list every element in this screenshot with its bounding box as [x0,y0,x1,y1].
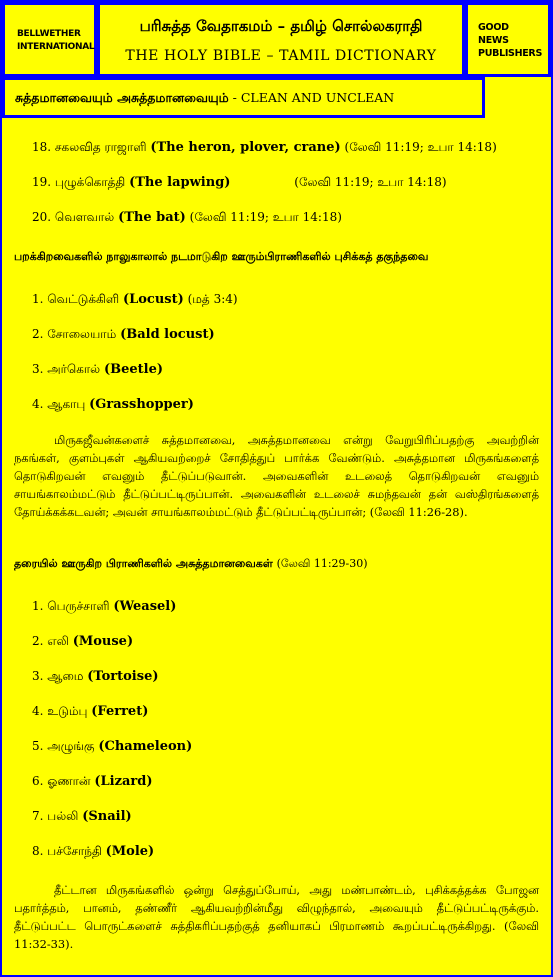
list-item: 2. சோலையாம் (Bald locust) [32,327,215,342]
logo-left-line1: BELLWETHER [17,28,81,39]
list-item: 4. ஆகாபு (Grasshopper) [32,397,194,412]
list-item: 1. வெட்டுக்கிளி (Locust) (மத் 3:4) [32,292,238,307]
section-title-english: - CLEAN AND UNCLEAN [232,90,395,105]
paragraph-touching-unclean: மிருகஜீவன்களைச் சுத்தமானவை, அசுத்தமானவை என்று வேறுபிரிப்பதற்கு அவற்றின் நகங்கள், குளம்புகள் ஆகியவற்றைச் சோதித்துப் பார்க்க வேண்டும். அசுத்தமான மிருகங்களைத் தொடுகிறவன் எவனும் தீட்டுப்படுவான். அவைகளின் உடலைத் தொடுகிறவன் எவனும் சாயங்காலம்மட்டும் தீட்டுப்பட்டிருப்பான். அவைகளின் உடலைச் சுமந்தவன் தன் வஸ்திரங்களைத் தோய்க்கக்கடவன்; அவன் சாயங்காலம்மட்டும் தீட்டுப்பட்டிருப்பான்; (லேவி 11:26-28). [14,433,539,519]
section-title-tamil: சுத்தமானவையும் அசுத்தமானவையும் [15,90,229,105]
bellwether-logo [2,2,97,77]
list-item: 4. உடும்பு (Ferret) [32,704,149,719]
paragraph-contamination: தீட்டான மிருகங்களில் ஒன்று செத்துப்போய், அது மண்பாண்டம், புசிக்கத்தக்க போஜன பதார்த்தம், பானம், தண்ணீர் ஆகியவற்றின்மீது விழுந்தால், அவையும் தீட்டுப்பட்டிருக்கும். தீட்டுப்பட்ட பொருட்களைச் சுத்திகரிப்பதற்குத் தனியாகப் பிரமாணம் கூறப்பட்டிருக்கிறது. (லேவி 11:32-33). [14,883,539,951]
list-item: 2. எலி (Mouse) [32,634,134,649]
list-item: 8. பச்சோந்தி (Mole) [32,844,155,859]
heading-unclean-creatures: தரையில் ஊருகிற பிராணிகளில் அசுத்தமானவைகள் (லேவி 11:29-30) [14,557,368,570]
list-item: 3. ஆமை (Tortoise) [32,669,159,684]
good-news-logo [465,2,551,77]
section-title [15,90,394,107]
title-english: THE HOLY BIBLE – TAMIL DICTIONARY [125,48,437,64]
list-item: 20. வௌவால் (The bat) (லேவி 11:19; உபா 14:18) [32,210,342,225]
list-item: 5. அழுங்கு (Chameleon) [32,739,193,754]
heading-edible-insects: பறக்கிறவைகளில் நாலுகாலால் நடமாடுகிற ஊரும்பிராணிகளில் புசிக்கத் தகுந்தவை [14,250,429,263]
list-item: 3. அர்கொல் (Beetle) [32,362,163,377]
list-item: 18. சகலவித ராஜாளி (The heron, plover, crane) (லேவி 11:19; உபா 14:18) [32,140,497,155]
logo-left-line2: INTERNATIONAL [17,41,95,52]
title-tamil: பரிசுத்த வேதாகமம் – தமிழ் சொல்லகராதி [139,17,423,35]
list-item: 6. ஓணான் (Lizard) [32,774,153,789]
list-item: 1. பெருச்சாளி (Weasel) [32,599,177,614]
logo-right-line1: GOOD NEWS [478,22,509,46]
list-item: 7. பல்லி (Snail) [32,809,132,824]
section-title-box [2,77,485,118]
list-item: 19. புழுக்கொத்தி (The lapwing) (லேவி 11:19; உபா 14:18) [32,175,447,190]
title-box [97,2,465,77]
logo-right-line2: PUBLISHERS [478,48,542,59]
